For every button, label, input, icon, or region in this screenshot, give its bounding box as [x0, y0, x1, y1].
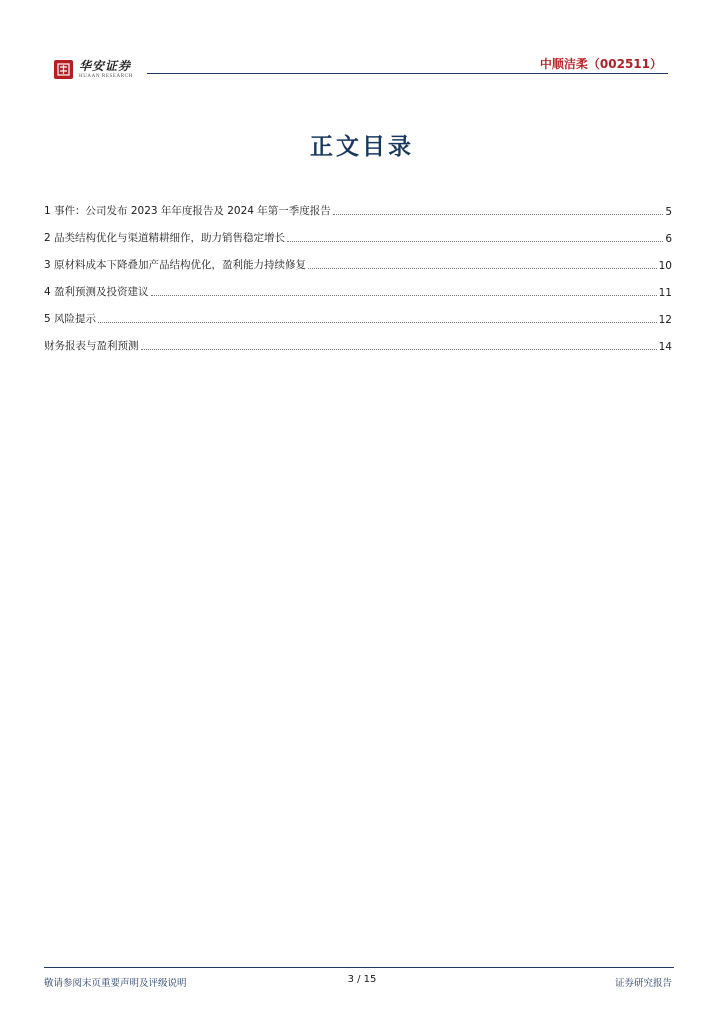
toc-page-number: 5 [665, 206, 672, 218]
toc-entry-6[interactable] [44, 326, 672, 353]
toc-entry-5[interactable] [44, 299, 672, 326]
toc-page-number: 14 [658, 341, 672, 353]
footer-disclaimer: 敬请参阅末页重要声明及评级说明 [44, 978, 187, 989]
toc-label: 2 品类结构优化与渠道精耕细作，助力销售稳定增长 [44, 232, 286, 244]
toc-dot-leader [141, 349, 657, 350]
header-divider [147, 73, 668, 74]
toc-entry-2[interactable] [44, 218, 672, 245]
toc-dot-leader [308, 268, 657, 269]
page-title: 正文目录 [310, 134, 414, 160]
page-number: 3 / 15 [347, 974, 377, 985]
logo-seal-icon [54, 60, 73, 79]
toc-dot-leader [151, 295, 657, 296]
toc-page-number: 11 [658, 287, 672, 299]
toc-entry-4[interactable] [44, 272, 672, 299]
toc-dot-leader [98, 322, 657, 323]
toc-label: 5 风险提示 [44, 313, 97, 325]
toc-entry-3[interactable] [44, 245, 672, 272]
toc-entry-1[interactable] [44, 191, 672, 218]
toc-page-number: 10 [658, 260, 672, 272]
logo-chinese-name: 华安证券 [79, 59, 132, 73]
footer-report-type: 证券研究报告 [614, 978, 672, 989]
toc-label: 4 盈利预测及投资建议 [44, 286, 149, 298]
footer-divider [44, 967, 674, 968]
toc-page-number: 12 [658, 314, 672, 326]
toc-page-number: 6 [665, 233, 672, 245]
toc-label: 3 原材料成本下降叠加产品结构优化，盈利能力持续修复 [44, 259, 307, 271]
toc-dot-leader [333, 214, 664, 215]
toc-dot-leader [287, 241, 663, 242]
company-logo [54, 60, 133, 79]
toc-label: 财务报表与盈利预测 [44, 340, 139, 352]
report-stock-title: 中顺洁柔（002511） [539, 57, 662, 71]
logo-english-name: HUAAN RESEARCH [79, 74, 133, 79]
table-of-contents [44, 191, 672, 353]
toc-label: 1 事件：公司发布 2023 年年度报告及 2024 年第一季度报告 [44, 205, 331, 217]
